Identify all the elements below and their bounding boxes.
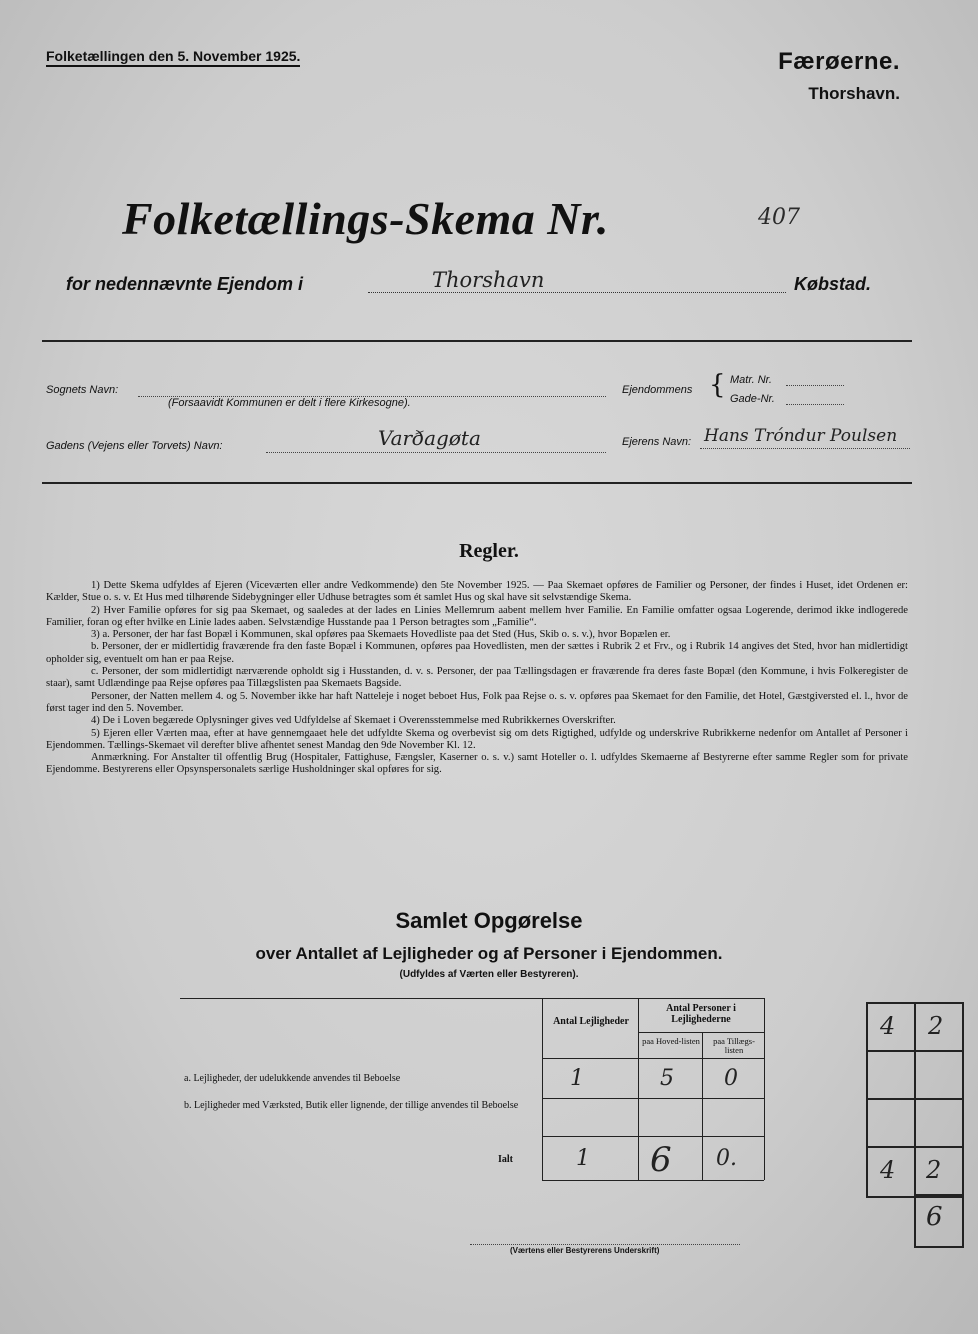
- table-bottom-line: [542, 1180, 764, 1181]
- col-line-2: [638, 998, 639, 1180]
- row-a-bottom-line: [542, 1098, 764, 1099]
- side-tally-row4-left: 4: [880, 1156, 896, 1184]
- property-ids-label: Ejendommens: [622, 384, 693, 396]
- total-supp-list-value: 0.: [716, 1146, 737, 1171]
- row-a-main-list-value: 5: [660, 1066, 674, 1091]
- side-tally-row1-right: 2: [928, 1012, 944, 1040]
- col-header-main-list: paa Hoved-listen: [642, 1036, 700, 1046]
- row-a-label: a. Lejligheder, der udelukkende anvendes til Beboelse: [184, 1073, 401, 1084]
- side-tally-row4-right: 2: [926, 1156, 942, 1184]
- divider-top: [42, 340, 912, 342]
- summary-subtitle: over Antallet af Lejligheder og af Personer i Ejendommen.: [255, 944, 723, 963]
- street-value-handwritten: Varðagøta: [378, 426, 481, 450]
- matr-label: Matr. Nr.: [730, 374, 772, 386]
- row-a-supp-list-value: 0: [724, 1066, 738, 1091]
- row-b-label: b. Lejligheder med Værksted, Butik eller lignende, der tillige anvendes til Beboelse: [184, 1100, 519, 1111]
- row-b-bottom-line: [542, 1136, 764, 1137]
- property-suffix-label: Købstad.: [794, 274, 872, 294]
- rule-paragraph: 2) Hver Familie opføres for sig paa Skemaet, og saaledes at der lades en Linies Mellemrum aabent mellem hver Familie. En Familie omfatter ogsaa Logerende, derimod ikke indlogerede Familier, foran og efter hvilke en Linie lades aaben. Selvstændige Husstande paa 1 Person betragtes som „Familie“.: [46, 604, 908, 628]
- property-prefix-label: for nedennævnte Ejendom i: [66, 274, 304, 294]
- col-line-4: [764, 998, 765, 1180]
- table-top-line: [180, 998, 764, 999]
- row-total-label: Ialt: [498, 1154, 513, 1165]
- street-nr-label: Gade-Nr.: [730, 393, 775, 405]
- street-nr-line: [786, 404, 844, 405]
- side-tally-total-value: 6: [926, 1202, 943, 1232]
- col-line-3: [702, 1032, 703, 1180]
- total-main-list-value: 6: [650, 1140, 672, 1180]
- rule-paragraph: 3) a. Personer, der har fast Bopæl i Kommunen, skal opføres paa Skemaets Hovedliste paa det Sted (Hus, Skib o. s. v.), hvor Bopælen er.: [91, 629, 671, 641]
- rule-paragraph: b. Personer, der er midlertidig fraværende fra den faste Bopæl i Kommunen, opføres paa Hovedlisten, men der sættes i Rubrik 2 et Frv., og i Rubrik 14 angives det Sted, hvor han midlertidigt opholder sig, eventuelt om han er paa Rejse.: [46, 641, 908, 665]
- rule-paragraph: c. Personer, der som midlertidigt nærværende opholdt sig i Husstanden, d. v. s. Personer, der paa Tællingsdagen er fraværende fra deres faste Bopæl (den Kommune, i hvis Folkeregister de staar), samt Udlændinge paa Rejse opføres paa Tillægslisten paa Skemaets Bagside.: [46, 666, 908, 690]
- rules-heading: Regler.: [459, 540, 519, 562]
- form-title: Folketællings-Skema Nr.: [122, 193, 609, 244]
- rule-paragraph: 1) Dette Skema udfyldes af Ejeren (Viceværten eller andre Vedkommende) den 5te November 1925. — Paa Skemaet opføres de Familier og Personer, der findes i Huset, idet Ordenen er: Kælder, Stue o. s. v. Et Hus med tilhørende Sidebygninger eller Udhuse betragtes som ét samlet Hus og skal have sit selvstændige Skema.: [46, 580, 908, 604]
- property-place-handwritten: Thorshavn: [432, 268, 545, 292]
- col-line-1: [542, 998, 543, 1180]
- region-name: Færøerne.: [778, 48, 900, 75]
- brace-icon: {: [709, 370, 726, 400]
- side-tally-row-line-2: [866, 1098, 962, 1100]
- side-tally-row-line-3: [866, 1146, 962, 1148]
- rule-paragraph: 5) Ejeren eller Værten maa, efter at have gennemgaaet hele det udfyldte Skema og overbevist sig om dets Rigtighed, udfylde og underskrive Rubrikkerne nedenfor om Antallet af Personer i Ejendommen. Tællings-Skemaet vil derefter blive afhentet senest Mandag den 9de November Kl. 12.: [46, 727, 908, 751]
- table-header-bottom-line: [542, 1058, 764, 1059]
- census-date-header: Folketællingen den 5. November 1925.: [46, 48, 300, 67]
- parish-label: Sognets Navn:: [46, 384, 119, 396]
- summary-note: (Udfyldes af Værten eller Bestyreren).: [399, 969, 579, 980]
- street-line: [266, 452, 606, 453]
- form-number-handwritten: 407: [758, 205, 800, 230]
- rule-paragraph: 4) De i Loven begærede Oplysninger gives ved Udfyldelse af Skemaet i Overensstemmelse med Rubrikkernes Overskrifter.: [91, 715, 616, 727]
- col-header-apartments: Antal Lejligheder: [553, 1016, 629, 1027]
- street-label: Gadens (Vejens eller Torvets) Navn:: [46, 440, 223, 452]
- property-place-line: [368, 292, 786, 293]
- side-tally-row1-left: 4: [880, 1012, 896, 1040]
- persons-header-split-line: [638, 1032, 764, 1033]
- rule-paragraph: Personer, der Natten mellem 4. og 5. November ikke har haft Natteleje i noget beboet Hus, Folk paa Rejse o. s. v. opføres paa Skemaet for den Familie, det Hotel, Gæstgiversted el. l., hvor de først tager ind den 5. November.: [46, 690, 908, 714]
- owner-value-handwritten: Hans Tróndur Poulsen: [704, 426, 898, 446]
- col-header-supp-list: paa Tillægs-listen: [713, 1036, 755, 1055]
- owner-label: Ejerens Navn:: [622, 436, 692, 448]
- summary-title: Samlet Opgørelse: [395, 908, 583, 933]
- side-tally-row-line-1: [866, 1050, 962, 1052]
- rule-paragraph: Anmærkning. For Anstalter til offentlig Brug (Hospitaler, Fattighuse, Fængsler, Kaserner o. s. v.) samt Hoteller o. l. udfyldes Skemaerne af Bestyrerne efter samme Regler som for private Ejendomme. Bestyrerens eller Opsynspersonalets særlige Husholdninger skal opføres for sig.: [46, 752, 908, 776]
- divider-middle: [42, 482, 912, 484]
- city-name: Thorshavn.: [808, 84, 900, 103]
- matr-line: [786, 385, 844, 386]
- parish-note: (Forsaavidt Kommunen er delt i flere Kirkesogne).: [168, 397, 411, 409]
- signature-line: [470, 1244, 740, 1245]
- rules-text: [46, 580, 908, 777]
- signature-caption: (Værtens eller Bestyrerens Underskrift): [510, 1246, 660, 1255]
- owner-line: [700, 448, 910, 449]
- col-header-persons: Antal Personer i Lejlighederne: [666, 1003, 736, 1025]
- row-a-apartments-value: 1: [570, 1066, 584, 1091]
- total-apartments-value: 1: [576, 1146, 590, 1171]
